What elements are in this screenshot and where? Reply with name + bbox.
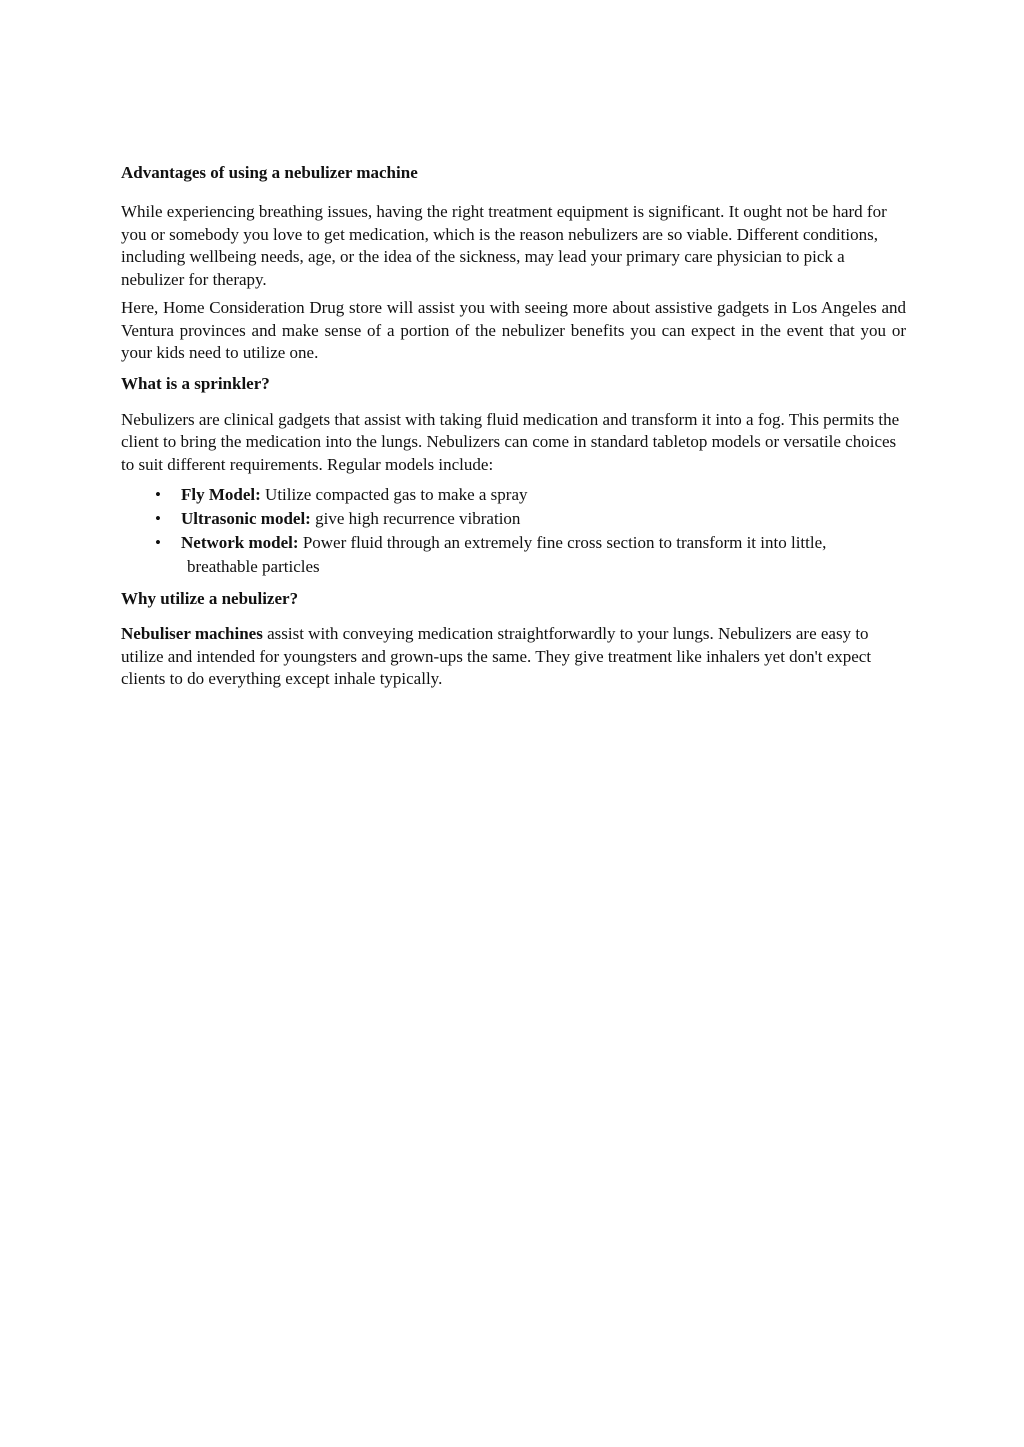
paragraph-bold-lead: Nebuliser machines xyxy=(121,624,263,643)
list-item-ultrasonic-model xyxy=(121,507,906,531)
list-item-fly-model xyxy=(121,483,906,507)
paragraph-nebuliser-machines xyxy=(121,623,906,691)
list-item-text: Power fluid through an extremely fine cross section to transform it into little, xyxy=(298,533,827,552)
list-item-continuation: breathable particles xyxy=(187,557,320,576)
bullet-point: • xyxy=(155,509,161,528)
list-item-text: give high recurrence vibration xyxy=(310,509,521,528)
paragraph-home-consideration: Here, Home Consideration Drug store will assist you with seeing more about assistive gadgets in Los Angeles and Ventura provinces and make sense of a portion of the nebulizer benefits you can expect in the event that you or your kids need to utilize one. xyxy=(121,298,906,362)
paragraph-nebulizer-description: Nebulizers are clinical gadgets that assist with taking fluid medication and transform it into a fog. This permits the client to bring the medication into the lungs. Nebulizers can come in standard tabletop models or versatile choices to suit different requirements. Regular models include: xyxy=(121,409,900,474)
section-heading-advantages: Advantages of using a nebulizer machine xyxy=(121,163,418,182)
bullet-point: • xyxy=(155,485,161,504)
nebulizer-models-list xyxy=(121,483,906,579)
list-item-term: Ultrasonic model: xyxy=(181,509,311,528)
list-item-term: Fly Model: xyxy=(181,485,261,504)
paragraph-intro: While experiencing breathing issues, having the right treatment equipment is significant. It ought not be hard for you or somebody you love to get medication, which is the reason nebulizers are so viable. Different conditions, including wellbeing needs, age, or the idea of the sickness, may lead your primary care physician to pick a nebulizer for therapy. xyxy=(121,202,887,289)
list-item-term: Network model: xyxy=(181,533,299,552)
list-item-network-model xyxy=(121,531,906,579)
section-heading-why-utilize: Why utilize a nebulizer? xyxy=(121,589,299,608)
paragraph-text: assist with conveying medication straightforwardly to your lungs. Nebulizers are easy to utilize and intended for youngsters and grown-ups the same. They give treatment like inhalers yet don't expect clients to do everything except inhale typically. xyxy=(121,624,872,688)
section-heading-what-is: What is a sprinkler? xyxy=(121,373,270,393)
bullet-point: • xyxy=(155,533,161,552)
list-item-text: Utilize compacted gas to make a spray xyxy=(260,485,528,504)
document-page xyxy=(121,162,906,691)
